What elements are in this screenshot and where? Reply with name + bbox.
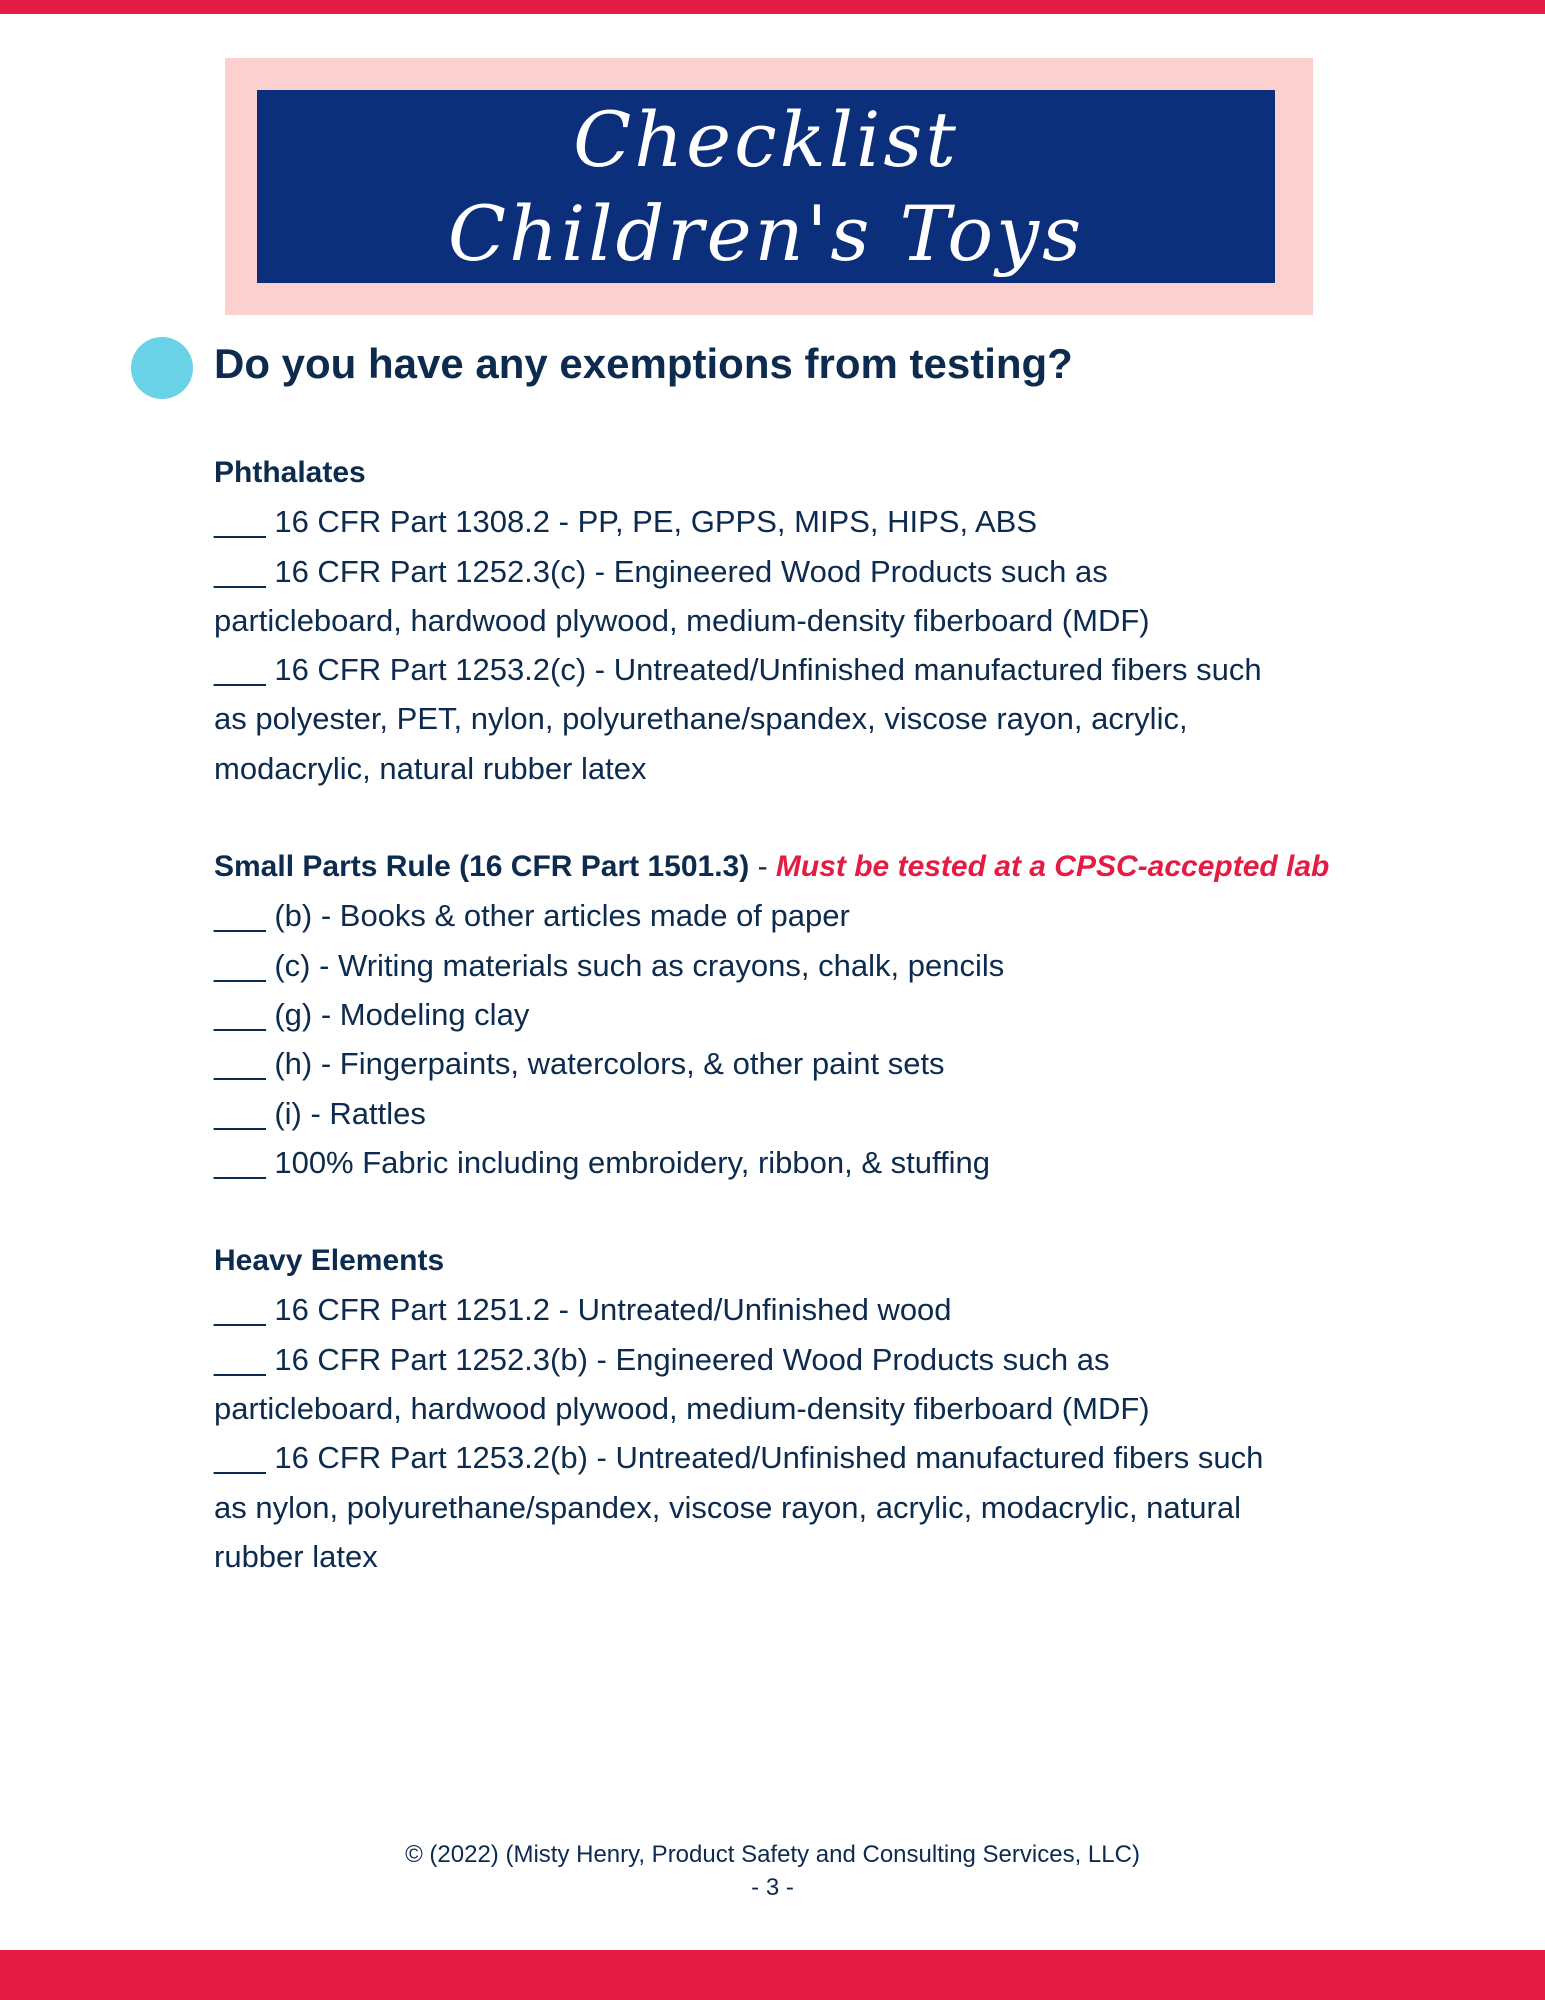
checklist-line: ___ (b) - Books & other articles made of paper — [214, 898, 850, 934]
checklist-line: ___ 16 CFR Part 1252.3(c) - Engineered Wood Products such as — [214, 553, 1108, 589]
copyright-notice: © (2022) (Misty Henry, Product Safety and Consulting Services, LLC) — [405, 1841, 1140, 1868]
question-bullet-icon — [131, 337, 193, 399]
title-banner — [257, 90, 1275, 283]
bottom-accent-bar — [0, 1950, 1545, 2000]
question-heading: Do you have any exemptions from testing? — [214, 340, 1073, 387]
checklist-line: ___ (g) - Modeling clay — [214, 996, 530, 1032]
checklist-line: particleboard, hardwood plywood, medium-density fiberboard (MDF) — [214, 602, 1150, 638]
lab-testing-note: Must be tested at a CPSC-accepted lab — [775, 850, 1330, 884]
checklist-line: ___ 16 CFR Part 1252.3(b) - Engineered Wood Products such as — [214, 1341, 1110, 1377]
checklist-line: as polyester, PET, nylon, polyurethane/spandex, viscose rayon, acrylic, — [214, 701, 1188, 737]
section-heading-separator: - — [749, 850, 776, 884]
checklist-line: as nylon, polyurethane/spandex, viscose rayon, acrylic, modacrylic, natural — [214, 1489, 1241, 1525]
section-phthalates — [214, 448, 1404, 793]
top-accent-bar — [0, 0, 1545, 14]
checklist-content — [214, 448, 1404, 1581]
page-footer — [0, 1838, 1545, 1904]
section-heading-text: Small Parts Rule (16 CFR Part 1501.3) — [214, 850, 750, 884]
checklist-line: ___ (h) - Fingerpaints, watercolors, & other paint sets — [214, 1046, 945, 1082]
title-line-2: Children's Toys — [447, 188, 1085, 278]
section-heavy-elements — [214, 1236, 1404, 1581]
checklist-line: ___ (i) - Rattles — [214, 1095, 426, 1131]
title-banner-frame — [225, 58, 1313, 315]
checklist-line: ___ 16 CFR Part 1253.2(b) - Untreated/Unfinished manufactured fibers such — [214, 1440, 1264, 1476]
checklist-line: ___ 16 CFR Part 1251.2 - Untreated/Unfinished wood — [214, 1292, 952, 1328]
checklist-line: modacrylic, natural rubber latex — [214, 750, 647, 786]
checklist-line: ___ 16 CFR Part 1253.2(c) - Untreated/Unfinished manufactured fibers such — [214, 652, 1262, 688]
checklist-line: particleboard, hardwood plywood, medium-density fiberboard (MDF) — [214, 1391, 1150, 1427]
section-small-parts — [214, 842, 1404, 1187]
title-line-1: Checklist — [573, 94, 959, 184]
section-heading: Phthalates — [214, 456, 366, 489]
section-heading — [214, 842, 1404, 891]
checklist-line: rubber latex — [214, 1538, 378, 1574]
checklist-line: ___ 100% Fabric including embroidery, ribbon, & stuffing — [214, 1144, 991, 1180]
checklist-line: ___ (c) - Writing materials such as crayons, chalk, pencils — [214, 947, 1005, 983]
page-number: - 3 - — [751, 1874, 794, 1901]
section-heading: Heavy Elements — [214, 1244, 445, 1278]
checklist-line: ___ 16 CFR Part 1308.2 - PP, PE, GPPS, MIPS, HIPS, ABS — [214, 504, 1038, 540]
